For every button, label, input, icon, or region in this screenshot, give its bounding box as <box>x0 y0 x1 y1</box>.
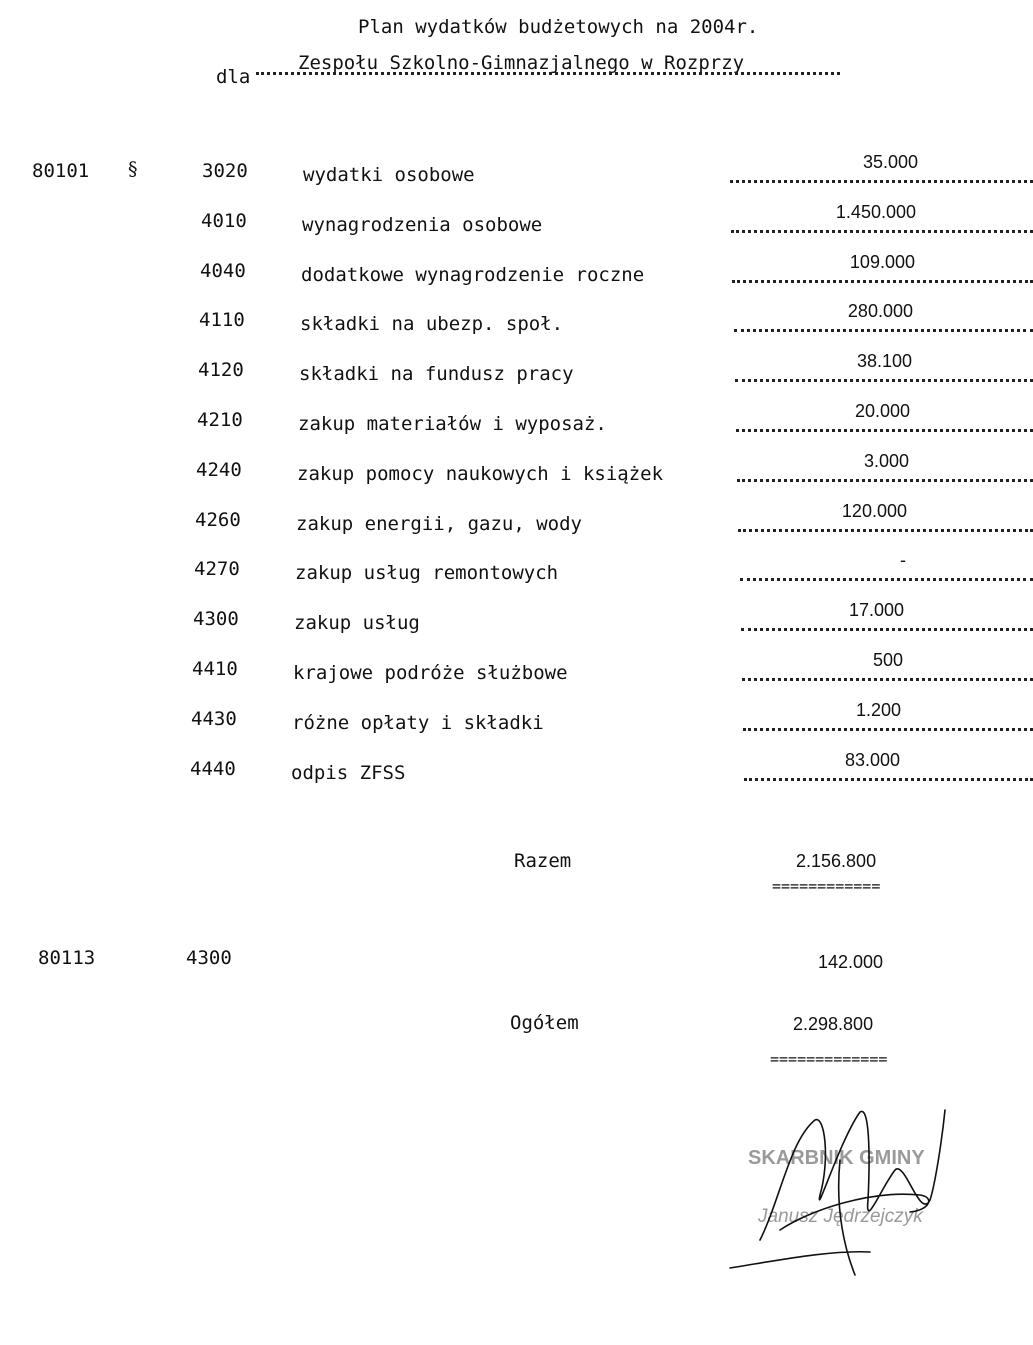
amount-dotted-leader <box>736 427 1033 432</box>
expense-amount: 83.000 <box>844 749 900 770</box>
expense-amount: 35.000 <box>862 152 918 172</box>
amount-dotted-leader <box>743 726 1033 731</box>
subtotal-label: Razem <box>514 850 572 872</box>
amount-80113: 142.000 <box>818 952 884 972</box>
expense-amount: 38.100 <box>856 351 912 372</box>
expense-code: 4440 <box>190 757 236 780</box>
expense-description: odpis ZFSS <box>291 761 406 784</box>
expense-description: zakup usług remontowych <box>295 562 559 585</box>
stamp-title: SKARBNIK GMINY <box>748 1147 925 1169</box>
unit-prefix: dla <box>216 66 251 88</box>
expense-description: zakup materiałów i wyposaż. <box>298 413 607 435</box>
expense-code: 4120 <box>198 359 244 382</box>
document-title: Plan wydatków budżetowych na 2004r. <box>358 16 759 38</box>
expense-code: 4260 <box>195 508 241 531</box>
expense-description: zakup usług <box>294 612 420 635</box>
expense-amount: 500 <box>872 650 903 670</box>
expense-code: 3020 <box>202 160 248 182</box>
grand-total-value: 2.298.800 <box>793 1014 874 1034</box>
expense-code: 4270 <box>194 558 240 581</box>
expense-description: składki na fundusz pracy <box>299 363 574 386</box>
amount-dotted-leader <box>738 527 1033 532</box>
subtotal-underline: ============ <box>772 877 881 895</box>
stamp-signature <box>720 1100 990 1280</box>
amount-dotted-leader <box>741 626 1033 631</box>
expense-amount: 20.000 <box>854 401 910 421</box>
subtotal-value: 2.156.800 <box>796 851 877 871</box>
signature-stroke <box>730 1110 945 1275</box>
expense-row <box>0 749 1033 808</box>
amount-dotted-leader <box>744 776 1033 781</box>
expense-code: 4410 <box>192 658 238 680</box>
expense-amount: 120.000 <box>841 500 907 521</box>
expense-amount: 3.000 <box>863 450 909 471</box>
amount-dotted-leader <box>730 178 1033 183</box>
expense-code: 4430 <box>191 707 237 730</box>
stamp-name: Janusz Jędrzejczyk <box>758 1206 923 1227</box>
amount-dotted-leader <box>731 228 1033 233</box>
grand-total-underline: ============= <box>770 1050 888 1068</box>
expense-amount: - <box>900 550 906 571</box>
paragraph-symbol: § <box>128 158 138 180</box>
expense-code: 4040 <box>200 259 246 282</box>
unit-dotted-line <box>256 70 840 75</box>
expense-description: wynagrodzenia osobowe <box>302 213 543 236</box>
expense-description: wydatki osobowe <box>303 164 475 186</box>
expense-code: 4240 <box>196 458 242 481</box>
amount-dotted-leader <box>737 477 1033 482</box>
expense-amount: 1.200 <box>855 699 901 720</box>
expense-code: 4300 <box>193 608 239 631</box>
code-80113-4300: 4300 <box>186 947 232 969</box>
amount-dotted-leader <box>740 576 1033 581</box>
expense-code: 4210 <box>197 409 243 431</box>
expense-description: składki na ubezp. społ. <box>300 313 564 336</box>
expense-description: dodatkowe wynagrodzenie roczne <box>301 263 645 286</box>
expense-description: zakup pomocy naukowych i książek <box>297 462 664 485</box>
expense-description: zakup energii, gazu, wody <box>296 512 582 535</box>
amount-dotted-leader <box>735 377 1033 382</box>
expense-amount: 280.000 <box>847 301 913 322</box>
unit-name: Zespołu Szkolno-Gimnazjalnego w Rozprzy <box>298 52 745 74</box>
chapter-80113: 80113 <box>38 947 96 969</box>
grand-total-label: Ogółem <box>510 1012 579 1034</box>
expense-amount: 1.450.000 <box>835 201 916 222</box>
expense-code: 4110 <box>199 309 245 332</box>
expense-amount: 109.000 <box>849 251 915 272</box>
expense-amount: 17.000 <box>848 600 904 621</box>
chapter-80101: 80101 <box>32 160 90 182</box>
expense-description: różne opłaty i składki <box>292 711 544 734</box>
expense-description: krajowe podróże służbowe <box>293 662 568 684</box>
expense-code: 4010 <box>201 209 247 232</box>
amount-dotted-leader <box>732 278 1033 283</box>
amount-dotted-leader <box>742 676 1033 681</box>
amount-dotted-leader <box>734 327 1033 332</box>
